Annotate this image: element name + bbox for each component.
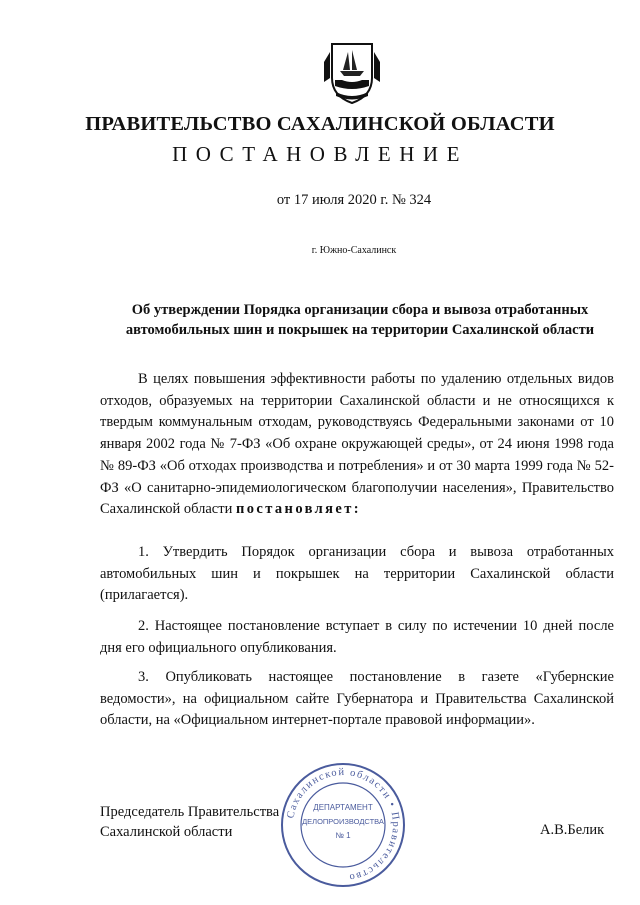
stamp-line-2: ДЕЛОПРОИЗВОДСТВА: [302, 817, 384, 826]
date-number-line: от 17 июля 2020 г. № 324: [276, 192, 432, 208]
resolves-word: постановляет:: [235, 501, 362, 518]
signatory-position-line-2: Сахалинской области: [100, 824, 233, 840]
signatory-name: А.В.Белик: [540, 822, 605, 838]
government-title: ПРАВИТЕЛЬСТВО САХАЛИНСКОЙ ОБЛАСТИ: [85, 113, 555, 135]
decree-subject: [95, 300, 625, 340]
subject-line-2: автомобильных шин и покрышек на территории Сахалинской области: [125, 322, 595, 338]
preamble-paragraph: [100, 369, 614, 521]
item-2-paragraph: 2. Настоящее постановление вступает в силу по истечении 10 дней после дня его официального опубликования.: [100, 618, 614, 656]
item-1-paragraph: 1. Утвердить Порядок организации сбора и вывоза отработанных автомобильных шин и покрышек на территории Сахалинской области (прилагается).: [100, 544, 614, 604]
stamp-line-3: № 1: [335, 831, 351, 840]
city-line: г. Южно-Сахалинск: [311, 245, 397, 256]
signatory-position-line-1: Председатель Правительства: [100, 804, 280, 820]
coat-of-arms-icon: [322, 40, 382, 106]
stamp-line-1: ДЕПАРТАМЕНТ: [313, 803, 373, 812]
item-3-paragraph: 3. Опубликовать настоящее постановление в газете «Губернские ведомости», на официальном сайте Губернатора и Правительства Сахалинской области, на «Официальном интернет-портале правовой информации».: [100, 669, 614, 729]
subject-line-1: Об утверждении Порядка организации сбора и вывоза отработанных: [131, 302, 589, 318]
signatory-position: [100, 802, 279, 842]
document-type: ПОСТАНОВЛЕНИЕ: [172, 142, 468, 166]
preamble-text: В целях повышения эффективности работы по удалению отдельных видов отходов, образуемых на территории Сахалинской области и не относящихся к твердым коммунальным отходам, руководствуясь Федеральными законами от 10 января 2002 года № 7-ФЗ «Об охране окружающей среды», от 24 июня 1998 года № 89-ФЗ «Об отходах производства и потребления» и от 30 марта 1999 года № 52-ФЗ «О санитарно-эпидемиологическом благополучии населения», Правительство Сахалинской области: [100, 371, 614, 518]
stamp-ring-text: Сахалинской области • Правительство: [285, 766, 402, 883]
official-stamp: [278, 760, 408, 890]
